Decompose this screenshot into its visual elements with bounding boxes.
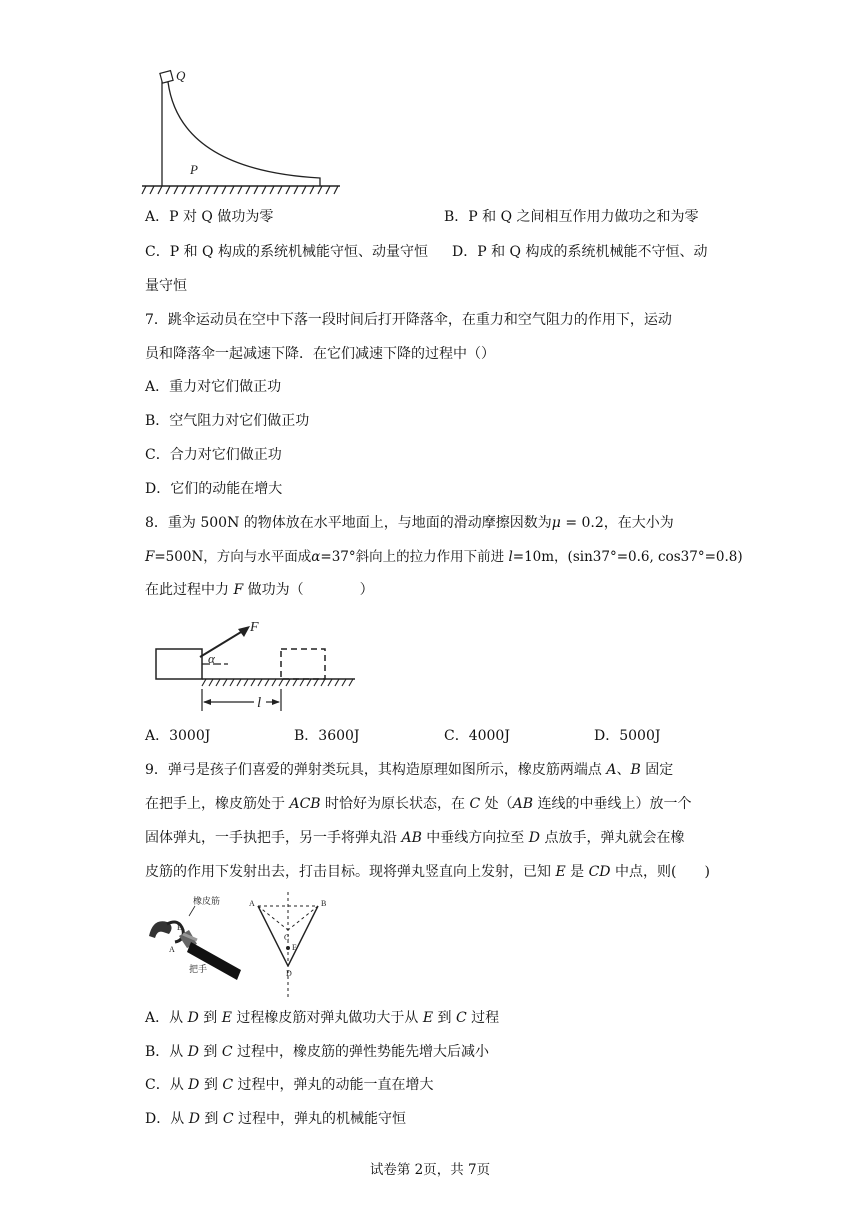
label-d: D	[286, 969, 292, 978]
q9-option-d[interactable]: D．从 D 到 C 过程中，弹丸的机械能守恒	[145, 1111, 406, 1127]
q6-option-d[interactable]: D．P 和 Q 构成的系统机械能不守恒、动	[452, 244, 708, 260]
label-handle: 把手	[189, 964, 208, 974]
q9-stem-line4: 皮筋的作用下发射出去，打击目标。现将弹丸竖直向上发射，已知 E 是 CD 中点，则( )	[145, 864, 710, 880]
label-a: A	[249, 899, 255, 908]
label-c: C	[284, 933, 290, 942]
q8-option-a[interactable]: A．3000J	[145, 728, 211, 744]
q7-option-a[interactable]: A．重力对它们做正功	[145, 379, 282, 395]
rubber-band-pointer	[189, 906, 195, 916]
label-p: P	[190, 162, 198, 177]
q9-stem-line3: 固体弹丸，一手执把手，另一手将弹丸沿 AB 中垂线方向拉至 D 点放手，弹丸就会在橡	[145, 830, 685, 846]
q9-figure	[145, 890, 345, 1002]
block-solid	[156, 649, 202, 679]
q8-option-d[interactable]: D．5000J	[594, 728, 661, 744]
q6-option-a[interactable]: A．P 对 Q 做功为零	[145, 209, 274, 225]
distance-arrow-left	[203, 699, 211, 705]
distance-arrow-right	[272, 699, 280, 705]
q7-option-d[interactable]: D．它们的动能在增大	[145, 481, 283, 497]
q8-option-c[interactable]: C．4000J	[444, 728, 510, 744]
label-b: B	[321, 899, 327, 908]
q7-stem-line2: 员和降落伞一起减速下降．在它们减速下降的过程中（）	[145, 346, 495, 362]
q8-option-b[interactable]: B．3600J	[294, 728, 360, 744]
q7-option-c[interactable]: C．合力对它们做正功	[145, 447, 282, 463]
q8-stem-line3: 在此过程中力 F 做功为（ ）	[145, 582, 374, 598]
ground-hatch	[142, 186, 340, 194]
small-block-q	[160, 71, 173, 84]
q8-stem-line1: 8．重为 500N 的物体放在水平地面上，与地面的滑动摩擦因数为μ = 0.2，在大小为	[145, 515, 674, 531]
line-bd	[288, 906, 318, 966]
page-footer: 试卷第 2页，共 7页	[369, 1162, 491, 1178]
photo-label-b: B	[177, 923, 183, 932]
force-arrowhead	[238, 626, 250, 637]
line-ac	[258, 906, 288, 930]
label-e: E	[292, 943, 297, 952]
q6-option-b[interactable]: B．P 和 Q 之间相互作用力做功之和为零	[444, 209, 699, 225]
curved-block-p	[162, 82, 320, 186]
q7-stem-line1: 7．跳伞运动员在空中下落一段时间后打开降落伞，在重力和空气阻力的作用下，运动	[145, 312, 672, 328]
q9-option-c[interactable]: C．从 D 到 C 过程中，弹丸的动能一直在增大	[145, 1077, 434, 1093]
q6-figure	[130, 60, 360, 200]
label-l: l	[257, 695, 262, 711]
q8-figure	[150, 615, 365, 715]
q9-stem-line2: 在把手上，橡皮筋处于 ACB 时恰好为原长状态，在 C 处（AB 连线的中垂线上）放一个	[145, 796, 692, 812]
q9-option-a[interactable]: A．从 D 到 E 过程橡皮筋对弹丸做功大于从 E 到 C 过程	[145, 1010, 500, 1026]
slingshot-schematic	[249, 892, 326, 998]
force-arrow	[200, 629, 246, 657]
point-e	[286, 946, 290, 950]
label-rubber-band: 橡皮筋	[193, 896, 221, 906]
slingshot-sketch	[149, 895, 241, 980]
label-q: Q	[176, 68, 186, 83]
q7-option-b[interactable]: B．空气阻力对它们做正功	[145, 413, 310, 429]
line-bc	[288, 906, 318, 930]
q6-option-d-cont: 量守恒	[145, 278, 187, 294]
photo-label-a: A	[169, 945, 175, 954]
label-alpha: α	[208, 651, 215, 666]
q9-stem-line1: 9．弹弓是孩子们喜爱的弹射类玩具，其构造原理如图所示，橡皮筋两端点 A、B 固定	[145, 762, 674, 778]
q9-option-b[interactable]: B．从 D 到 C 过程中，橡皮筋的弹性势能先增大后减小	[145, 1044, 490, 1060]
q8-stem-line2: F=500N，方向与水平面成α=37°斜向上的拉力作用下前进 l=10m，(sin37°=0.6, cos37°=0.8)	[145, 549, 743, 565]
label-f: F	[250, 620, 259, 635]
q6-option-c[interactable]: C．P 和 Q 构成的系统机械能守恒、动量守恒	[145, 244, 428, 260]
block-dashed	[281, 649, 325, 679]
